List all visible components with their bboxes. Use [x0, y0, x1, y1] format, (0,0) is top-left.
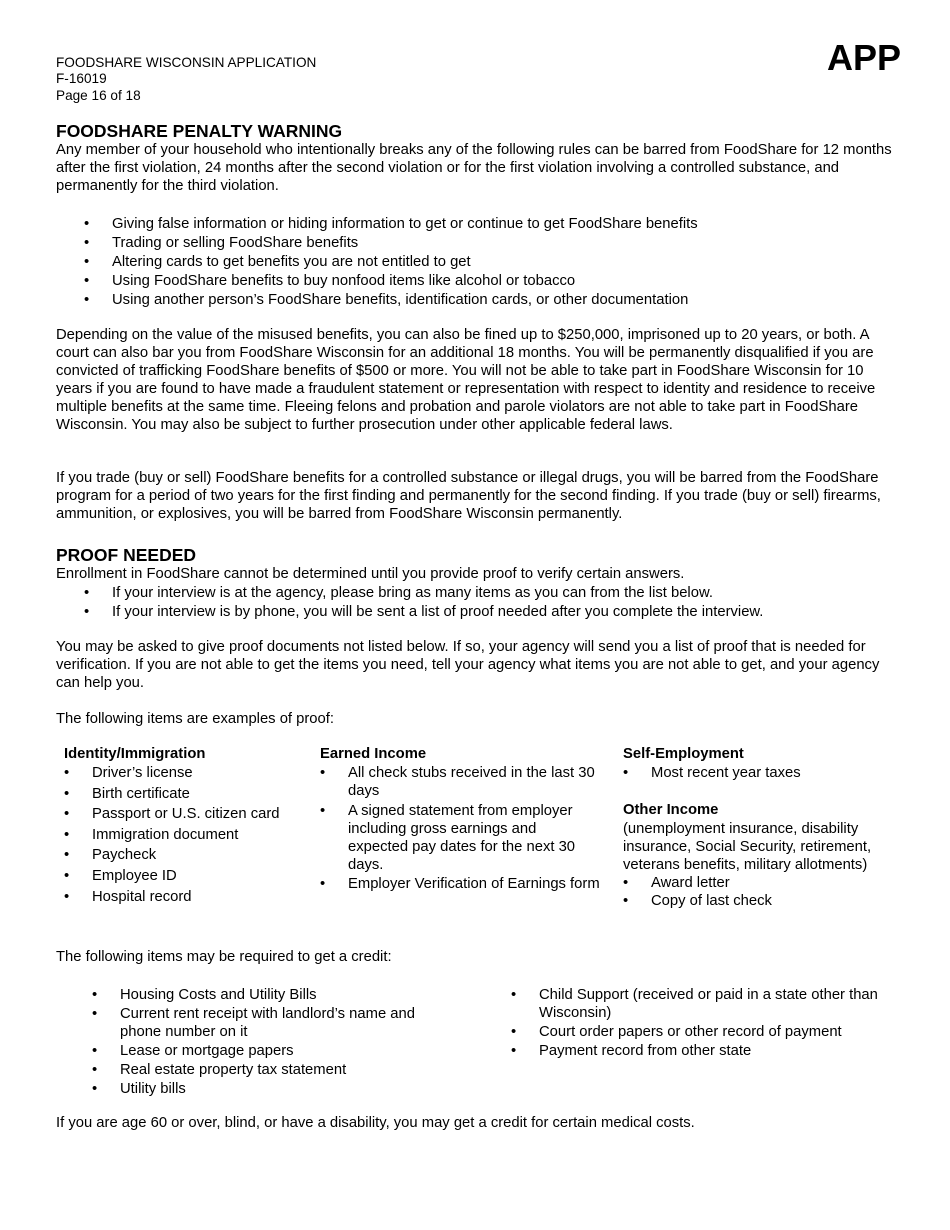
penalty-heading: FOODSHARE PENALTY WARNING: [56, 121, 343, 141]
proof-examples-intro: The following items are examples of proof:: [56, 711, 334, 727]
proof-paragraph: You may be asked to give proof documents not listed below. If so, your agency will send you a list of proof that is needed for verification. If you are not able to get the items you need, tell your agency what items you are not able to get, and your agency can help you.: [56, 639, 880, 691]
list-item: • Most recent year taxes: [623, 765, 895, 783]
list-item: • If your interview is by phone, you will be sent a list of proof needed after you complete the interview.: [56, 603, 892, 622]
list-item: • Giving false information or hiding information to get or continue to get FoodShare benefits: [56, 215, 892, 234]
penalty-rules-list: [56, 215, 892, 310]
identity-list: [64, 765, 314, 906]
proof-heading: PROOF NEEDED: [56, 545, 197, 565]
earned-income-title: Earned Income: [320, 746, 427, 762]
list-item: • All check stubs received in the last 30 days: [320, 765, 600, 801]
credit-intro: The following items may be required to get a credit:: [56, 949, 392, 965]
list-item: • Current rent receipt with landlord’s name and phone number on it: [56, 1005, 456, 1041]
list-item: • Hospital record: [64, 889, 314, 907]
list-item: • Passport or U.S. citizen card: [64, 806, 314, 824]
list-item: • Birth certificate: [64, 786, 314, 804]
app-tag: APP: [826, 37, 901, 78]
list-item: • Employer Verification of Earnings form: [320, 876, 600, 894]
identity-title: Identity/Immigration: [64, 746, 206, 762]
form-header: [56, 55, 316, 104]
list-item: • Using another person’s FoodShare benefits, identification cards, or other documentation: [56, 291, 892, 310]
list-item: • If your interview is at the agency, please bring as many items as you can from the list below.: [56, 584, 892, 603]
page-number: Page 16 of 18: [56, 87, 141, 103]
penalty-intro: Any member of your household who intentionally breaks any of the following rules can be barred from FoodShare for 12 months after the first violation, 24 months after the second violation or for the first violation involving a controlled substance, and permanently for the third violation.: [56, 142, 892, 194]
earned-income-list: [320, 765, 600, 894]
list-item: • Lease or mortgage papers: [56, 1042, 456, 1060]
other-income-title: Other Income: [623, 801, 719, 818]
other-income-section: [623, 801, 895, 911]
list-item: • Copy of last check: [623, 893, 895, 911]
list-item: • A signed statement from employer including gross earnings and expected pay dates for the next 30 days.: [320, 803, 600, 875]
other-income-list: [623, 875, 895, 911]
list-item: • Court order papers or other record of payment: [475, 1023, 895, 1041]
list-item: • Paycheck: [64, 847, 314, 865]
list-item: • Housing Costs and Utility Bills: [56, 986, 456, 1004]
identity-column: [64, 745, 314, 909]
list-item: • Using FoodShare benefits to buy nonfood items like alcohol or tobacco: [56, 272, 892, 291]
list-item: • Immigration document: [64, 827, 314, 845]
credit-left-list: [56, 986, 456, 1098]
penalty-fines-paragraph: Depending on the value of the misused benefits, you can also be fined up to $250,000, imprisoned up to 20 years, or both. A court can also bar you from FoodShare Wisconsin for an additional 18 months. You will be permanently disqualified if you are convicted of trafficking FoodShare benefits of $500 or more. You will not be able to take part in FoodShare Wisconsin for 10 years if you are found to have made a fraudulent statement or representation with respect to identity and residence to receive multiple benefits at the same time. Fleeing felons and probation and parole violators are not able to take part in FoodShare Wisconsin. You may also be subject to further prosecution under other applicable federal laws.: [56, 327, 876, 433]
list-item: • Utility bills: [56, 1080, 456, 1098]
form-title: FOODSHARE WISCONSIN APPLICATION: [56, 55, 317, 70]
list-item: • Driver’s license: [64, 765, 314, 783]
list-item: • Award letter: [623, 875, 895, 893]
proof-bullets: [56, 584, 892, 622]
credit-right-list: [475, 986, 895, 1060]
earned-income-column: [320, 745, 600, 896]
form-number: F-16019: [56, 71, 107, 87]
list-item: • Altering cards to get benefits you are not entitled to get: [56, 253, 892, 272]
self-employment-column: [623, 745, 895, 910]
credit-footer: If you are age 60 or over, blind, or have a disability, you may get a credit for certain medical costs.: [56, 1115, 695, 1131]
list-item: • Trading or selling FoodShare benefits: [56, 234, 892, 253]
penalty-trade-paragraph: If you trade (buy or sell) FoodShare benefits for a controlled substance or illegal drugs, you will be barred from the FoodShare program for a period of two years for the first finding and permanently for the second finding. If you trade (buy or sell) firearms, ammunition, or explosives, you will be barred from FoodShare Wisconsin permanently.: [56, 470, 881, 522]
proof-intro: Enrollment in FoodShare cannot be determined until you provide proof to verify certain answers.: [56, 566, 685, 582]
list-item: • Employee ID: [64, 868, 314, 886]
list-item: • Child Support (received or paid in a state other than Wisconsin): [475, 986, 895, 1022]
list-item: • Payment record from other state: [475, 1042, 895, 1060]
self-employment-list: [623, 765, 895, 783]
self-employment-title: Self-Employment: [623, 746, 744, 762]
other-income-note: (unemployment insurance, disability insurance, Social Security, retirement, veterans benefits, military allotments): [623, 820, 872, 873]
list-item: • Real estate property tax statement: [56, 1061, 456, 1079]
